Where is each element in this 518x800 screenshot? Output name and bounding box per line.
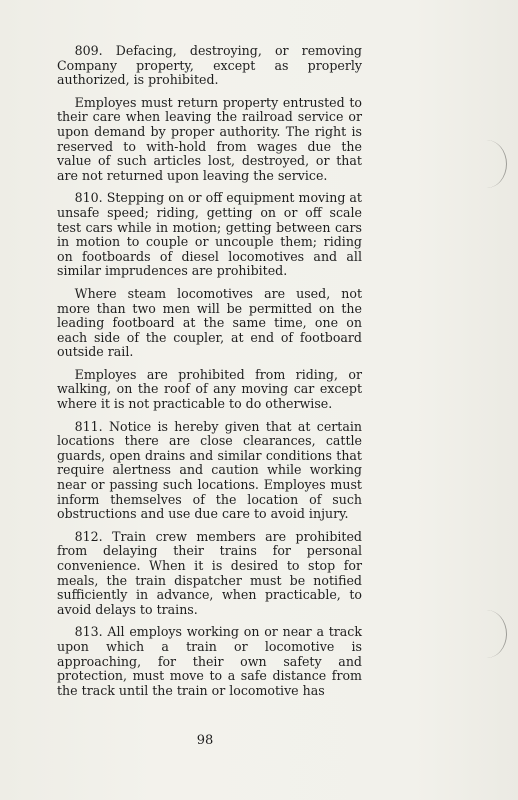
rules-text-column <box>57 44 362 706</box>
rule-811-paragraph: 811. Notice is hereby given that at certain locations there are close clearances, cattle guards, open drains and similar conditions that require alertness and caution while working near or passing such locations. Employes must inform themselves of the location of such obstructions and use due care to avoid injury. <box>57 418 362 522</box>
rule-809-property-return-paragraph: Employes must return property entrusted to their care when leaving the railroad service or upon demand by proper authority. The right is reserved to with-hold from wages due the value of such articles lost, destroyed, or that are not returned upon leaving the service. <box>57 94 362 183</box>
rule-810-roof-paragraph: Employes are prohibited from riding, or walking, on the roof of any moving car except where it is not practicable to do otherwise. <box>57 366 362 412</box>
rule-812-paragraph: 812. Train crew members are prohibited from delaying their trains for personal convenience. When it is desired to stop for meals, the train dispatcher must be notified sufficiently in advance, when practicable, to avoid delays to trains. <box>57 528 362 617</box>
binder-hole-mark <box>466 140 507 188</box>
page-number: 98 <box>196 733 214 748</box>
rule-809-paragraph: 809. Defacing, destroying, or removing Company property, except as properly authorized, is prohibited. <box>57 43 362 88</box>
binder-hole-mark <box>466 610 507 658</box>
rule-810-steam-locomotive-paragraph: Where steam locomotives are used, not more than two men will be permitted on the leading footboard at the same time, one on each side of the coupler, at end of footboard outside rail. <box>57 285 362 360</box>
rule-810-paragraph: 810. Stepping on or off equipment moving at unsafe speed; riding, getting on or off scale test cars while in motion; getting between cars in motion to couple or uncouple them; riding on footboards of diesel locomotives and all similar imprudences are prohibited. <box>57 190 362 279</box>
rule-813-paragraph: 813. All employs working on or near a track upon which a train or locomotive is approaching, for their own safety and protection, must move to a safe distance from the track until the train or locomotive has <box>57 624 362 698</box>
